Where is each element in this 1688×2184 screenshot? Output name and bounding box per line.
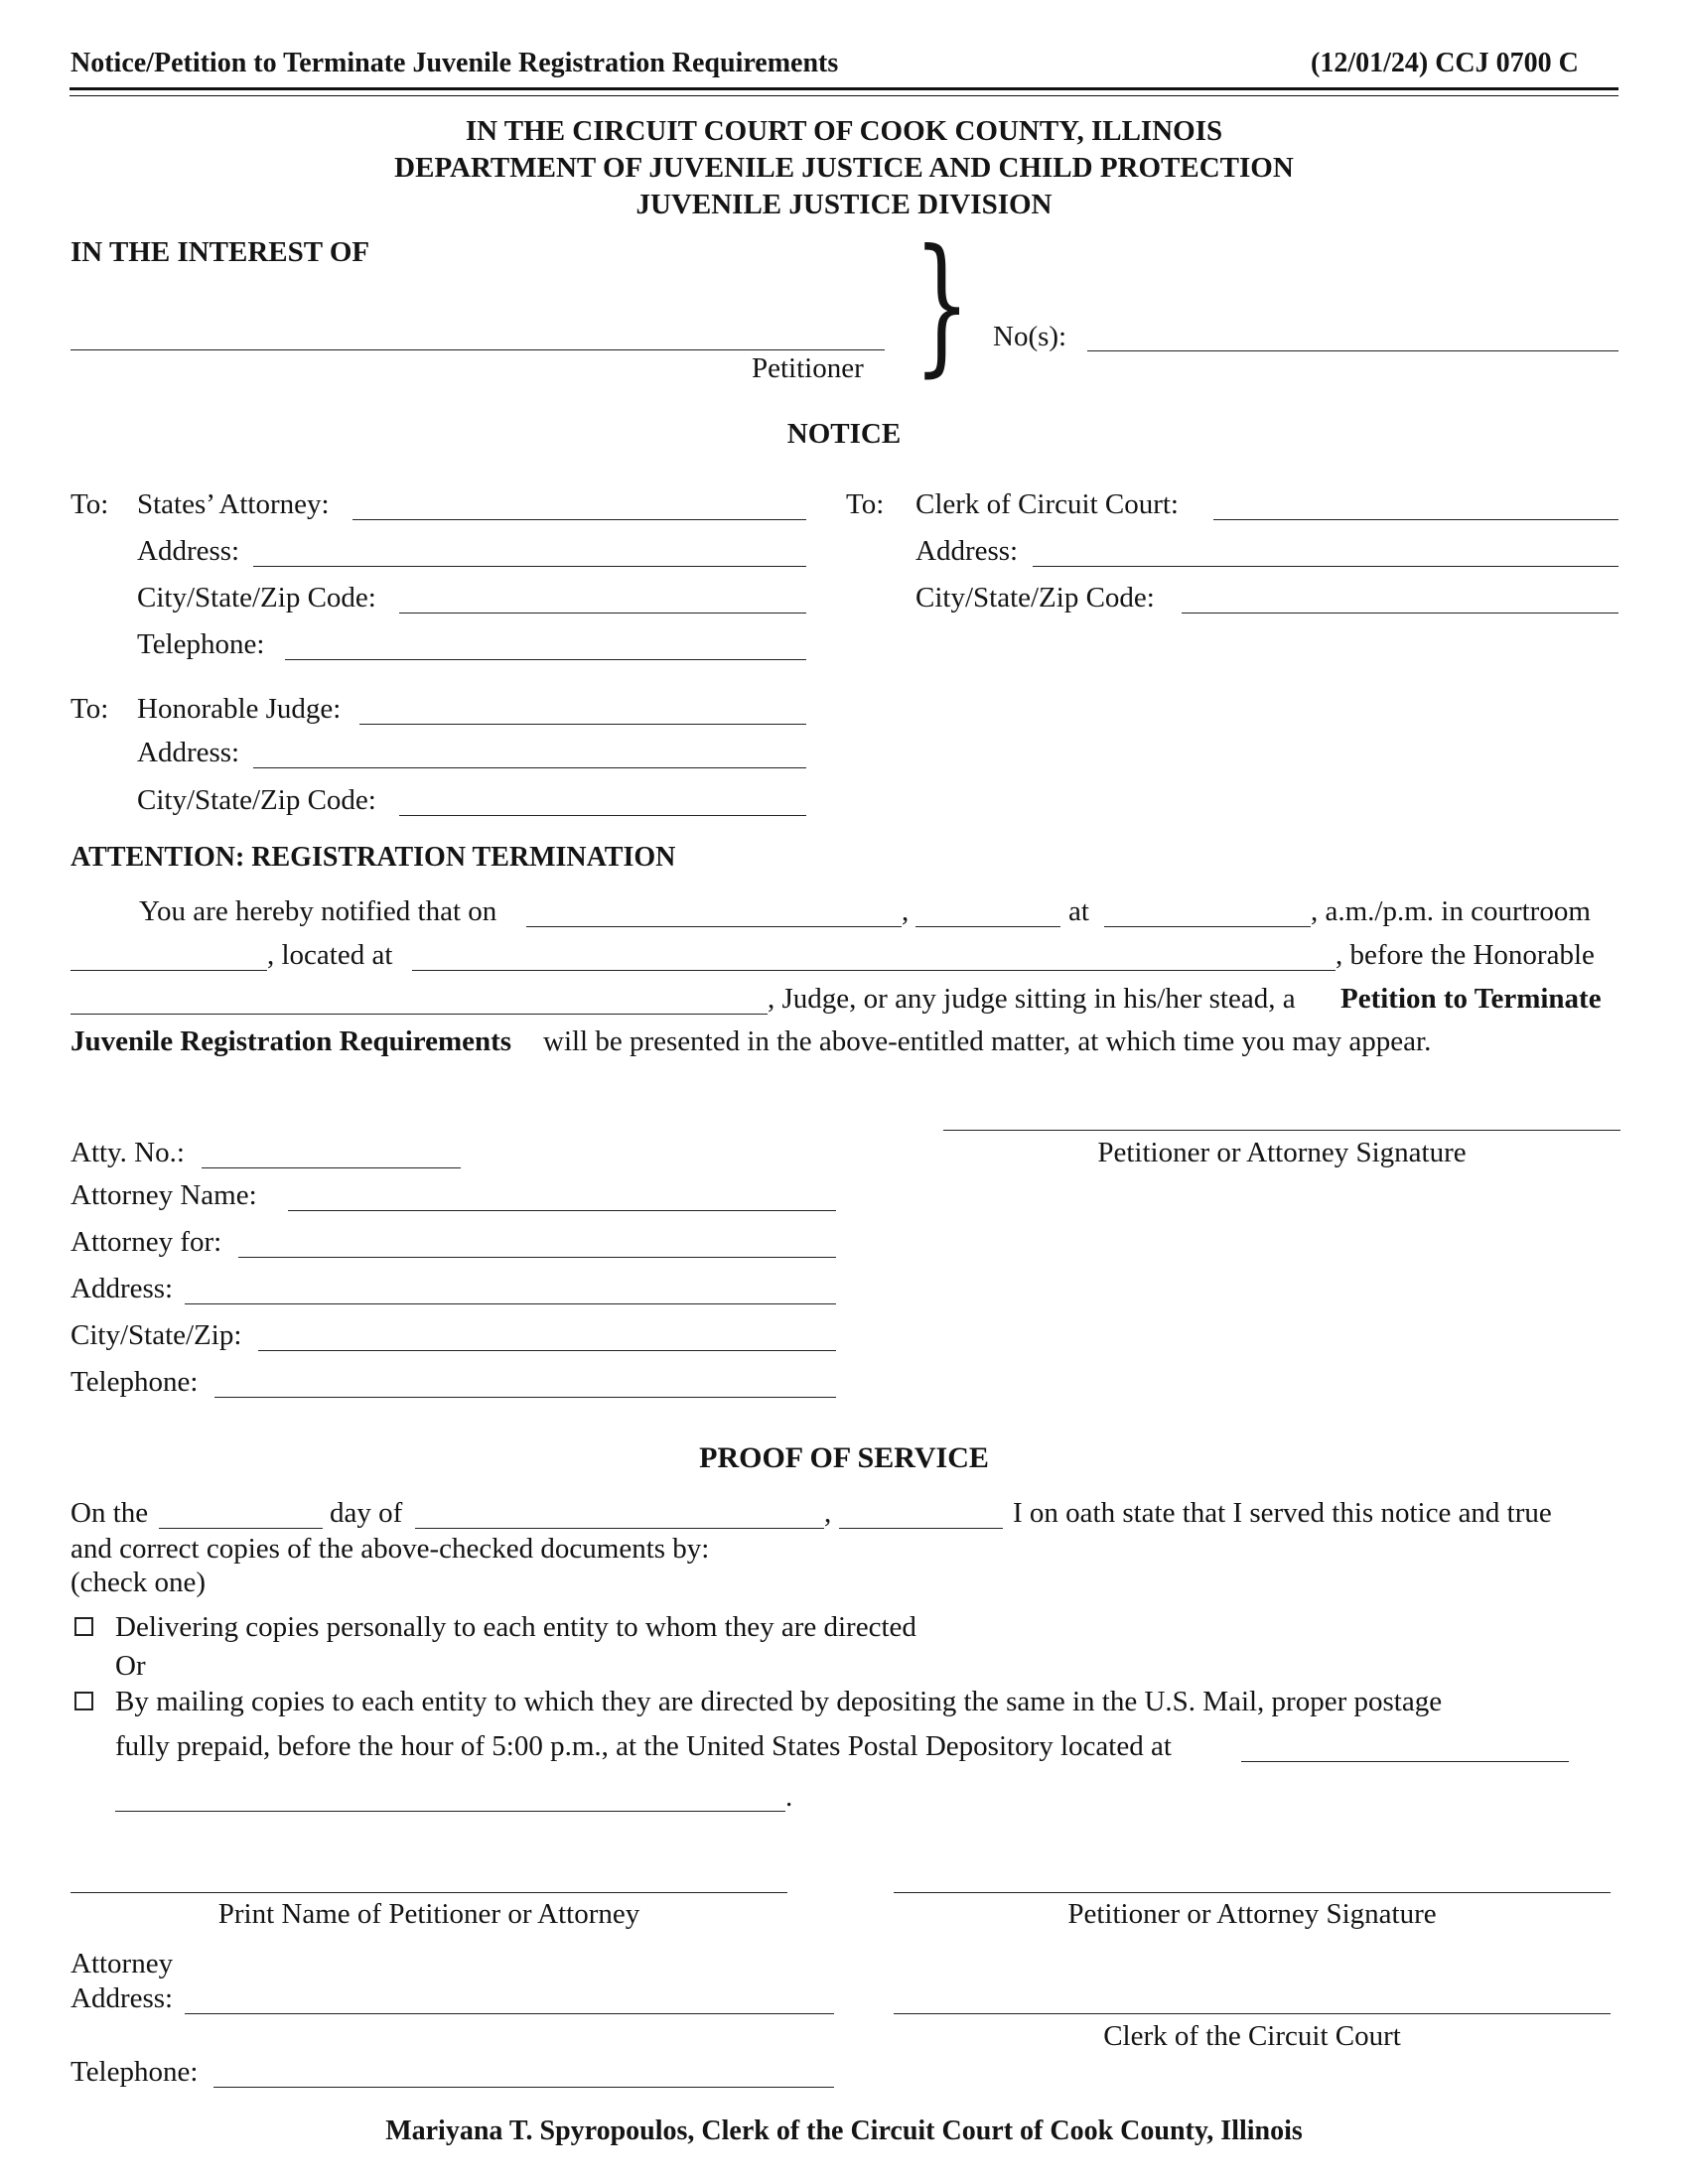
proof-or: Or bbox=[115, 1650, 146, 1682]
to-label-clerk: To: bbox=[846, 488, 885, 520]
states-attorney-field[interactable] bbox=[352, 519, 806, 520]
states-attorney-label: States’ Attorney: bbox=[137, 488, 330, 520]
notice-text-intro: You are hereby notified that on bbox=[139, 895, 497, 927]
attorney-address-label: Address: bbox=[70, 1273, 174, 1304]
notice-text-at: at bbox=[1068, 895, 1089, 927]
interest-of-label: IN THE INTEREST OF bbox=[70, 236, 370, 268]
states-attorney-telephone-label: Telephone: bbox=[137, 628, 265, 660]
footer-clerk-name: Mariyana T. Spyropoulos, Clerk of the Circuit Court of Cook County, Illinois bbox=[385, 2116, 1303, 2146]
service-month-field[interactable] bbox=[415, 1528, 824, 1529]
clerk-signature-field[interactable] bbox=[894, 2013, 1611, 2014]
proof-day-of: day of bbox=[330, 1497, 403, 1529]
to-label-judge: To: bbox=[70, 693, 109, 725]
case-no-field[interactable] bbox=[1087, 350, 1618, 351]
proof-copies: and correct copies of the above-checked documents by: bbox=[70, 1533, 710, 1565]
proof-heading: PROOF OF SERVICE bbox=[699, 1441, 989, 1474]
caption-brace: } bbox=[914, 218, 971, 391]
court-name: IN THE CIRCUIT COURT OF COOK COUNTY, ILLINOIS bbox=[465, 115, 1223, 147]
notice-text-judge: , Judge, or any judge sitting in his/her stead, a bbox=[768, 983, 1296, 1015]
judge-address-label: Address: bbox=[137, 737, 240, 768]
to-label-states-attorney: To: bbox=[70, 488, 109, 520]
proof-check-one: (check one) bbox=[70, 1567, 207, 1598]
deliver-personally-checkbox[interactable] bbox=[74, 1617, 93, 1636]
clerk-signature-label: Clerk of the Circuit Court bbox=[1103, 2020, 1401, 2052]
case-no-label: No(s): bbox=[993, 321, 1067, 352]
form-id: (12/01/24) CCJ 0700 C bbox=[1311, 48, 1579, 78]
clerk-field[interactable] bbox=[1213, 519, 1618, 520]
proof-attorney-label: Attorney bbox=[70, 1948, 174, 1979]
notice-signature-label: Petitioner or Attorney Signature bbox=[1097, 1137, 1467, 1168]
proof-comma: , bbox=[824, 1497, 832, 1529]
proof-address-label: Address: bbox=[70, 1982, 174, 2014]
postal-depository-field[interactable] bbox=[1241, 1761, 1569, 1762]
proof-address-field[interactable] bbox=[185, 2013, 834, 2014]
postal-depository-field-2[interactable] bbox=[115, 1811, 785, 1812]
clerk-address-field[interactable] bbox=[1033, 566, 1618, 567]
clerk-city-label: City/State/Zip Code: bbox=[915, 582, 1155, 614]
notice-text-courtroom: , a.m./p.m. in courtroom bbox=[1311, 895, 1591, 927]
petitioner-label: Petitioner bbox=[752, 352, 864, 384]
notice-heading: NOTICE bbox=[786, 418, 902, 450]
petitioner-name-field[interactable] bbox=[70, 349, 885, 350]
clerk-address-label: Address: bbox=[915, 535, 1019, 567]
notice-text-located: , located at bbox=[267, 939, 393, 971]
states-attorney-city-field[interactable] bbox=[399, 613, 806, 614]
judge-city-label: City/State/Zip Code: bbox=[137, 784, 376, 816]
hearing-year-field[interactable] bbox=[915, 926, 1060, 927]
header-rule-thick bbox=[70, 87, 1618, 90]
attention-heading: ATTENTION: REGISTRATION TERMINATION bbox=[70, 842, 676, 873]
notice-text-registration-bold: Juvenile Registration Requirements bbox=[70, 1025, 512, 1057]
hearing-date-field[interactable] bbox=[526, 926, 902, 927]
proof-oath: I on oath state that I served this notice and true bbox=[1013, 1497, 1552, 1529]
states-attorney-telephone-field[interactable] bbox=[285, 659, 806, 660]
attorney-telephone-label: Telephone: bbox=[70, 1366, 199, 1398]
notice-text-honorable: , before the Honorable bbox=[1336, 939, 1595, 971]
judge-field[interactable] bbox=[359, 724, 806, 725]
judge-address-field[interactable] bbox=[253, 767, 806, 768]
notice-text-appear: will be presented in the above-entitled matter, at which time you may appear. bbox=[543, 1025, 1432, 1057]
attorney-name-field[interactable] bbox=[288, 1210, 836, 1211]
atty-no-field[interactable] bbox=[202, 1167, 461, 1168]
location-field[interactable] bbox=[412, 970, 1336, 971]
clerk-label: Clerk of Circuit Court: bbox=[915, 488, 1179, 520]
atty-no-label: Atty. No.: bbox=[70, 1137, 185, 1168]
mail-copies-checkbox[interactable] bbox=[74, 1692, 93, 1710]
states-attorney-address-field[interactable] bbox=[253, 566, 806, 567]
mail-copies-label-2: fully prepaid, before the hour of 5:00 p.m., at the United States Postal Depository located at bbox=[115, 1730, 1172, 1762]
service-day-field[interactable] bbox=[159, 1528, 323, 1529]
honorable-judge-field[interactable] bbox=[70, 1014, 768, 1015]
notice-text-petition-bold: Petition to Terminate bbox=[1340, 983, 1602, 1015]
proof-period: . bbox=[785, 1781, 793, 1813]
courtroom-field[interactable] bbox=[70, 970, 267, 971]
states-attorney-address-label: Address: bbox=[137, 535, 240, 567]
attorney-for-label: Attorney for: bbox=[70, 1226, 222, 1258]
deliver-personally-label: Delivering copies personally to each entity to whom they are directed bbox=[115, 1611, 916, 1643]
header-rule-thin bbox=[70, 95, 1618, 96]
notice-text-comma: , bbox=[902, 895, 910, 927]
print-name-field[interactable] bbox=[70, 1892, 787, 1893]
mail-copies-label: By mailing copies to each entity to which they are directed by depositing the same in the U.S. Mail, proper postage bbox=[115, 1686, 1443, 1717]
department-name: DEPARTMENT OF JUVENILE JUSTICE AND CHILD PROTECTION bbox=[394, 152, 1294, 184]
proof-telephone-field[interactable] bbox=[213, 2087, 834, 2088]
proof-telephone-label: Telephone: bbox=[70, 2056, 199, 2088]
form-title: Notice/Petition to Terminate Juvenile Registration Requirements bbox=[70, 48, 839, 78]
attorney-address-field[interactable] bbox=[185, 1303, 836, 1304]
proof-signature-label: Petitioner or Attorney Signature bbox=[1067, 1898, 1437, 1930]
print-name-label: Print Name of Petitioner or Attorney bbox=[217, 1898, 640, 1930]
attorney-city-label: City/State/Zip: bbox=[70, 1319, 242, 1351]
attorney-name-label: Attorney Name: bbox=[70, 1179, 257, 1211]
states-attorney-city-label: City/State/Zip Code: bbox=[137, 582, 376, 614]
notice-signature-field[interactable] bbox=[943, 1130, 1620, 1131]
division-name: JUVENILE JUSTICE DIVISION bbox=[635, 189, 1053, 220]
hearing-time-field[interactable] bbox=[1104, 926, 1311, 927]
proof-signature-field[interactable] bbox=[894, 1892, 1611, 1893]
judge-city-field[interactable] bbox=[399, 815, 806, 816]
clerk-city-field[interactable] bbox=[1182, 613, 1618, 614]
service-year-field[interactable] bbox=[839, 1528, 1003, 1529]
attorney-telephone-field[interactable] bbox=[214, 1397, 836, 1398]
judge-label: Honorable Judge: bbox=[137, 693, 342, 725]
proof-on-the: On the bbox=[70, 1497, 149, 1529]
attorney-city-field[interactable] bbox=[258, 1350, 836, 1351]
attorney-for-field[interactable] bbox=[238, 1257, 836, 1258]
